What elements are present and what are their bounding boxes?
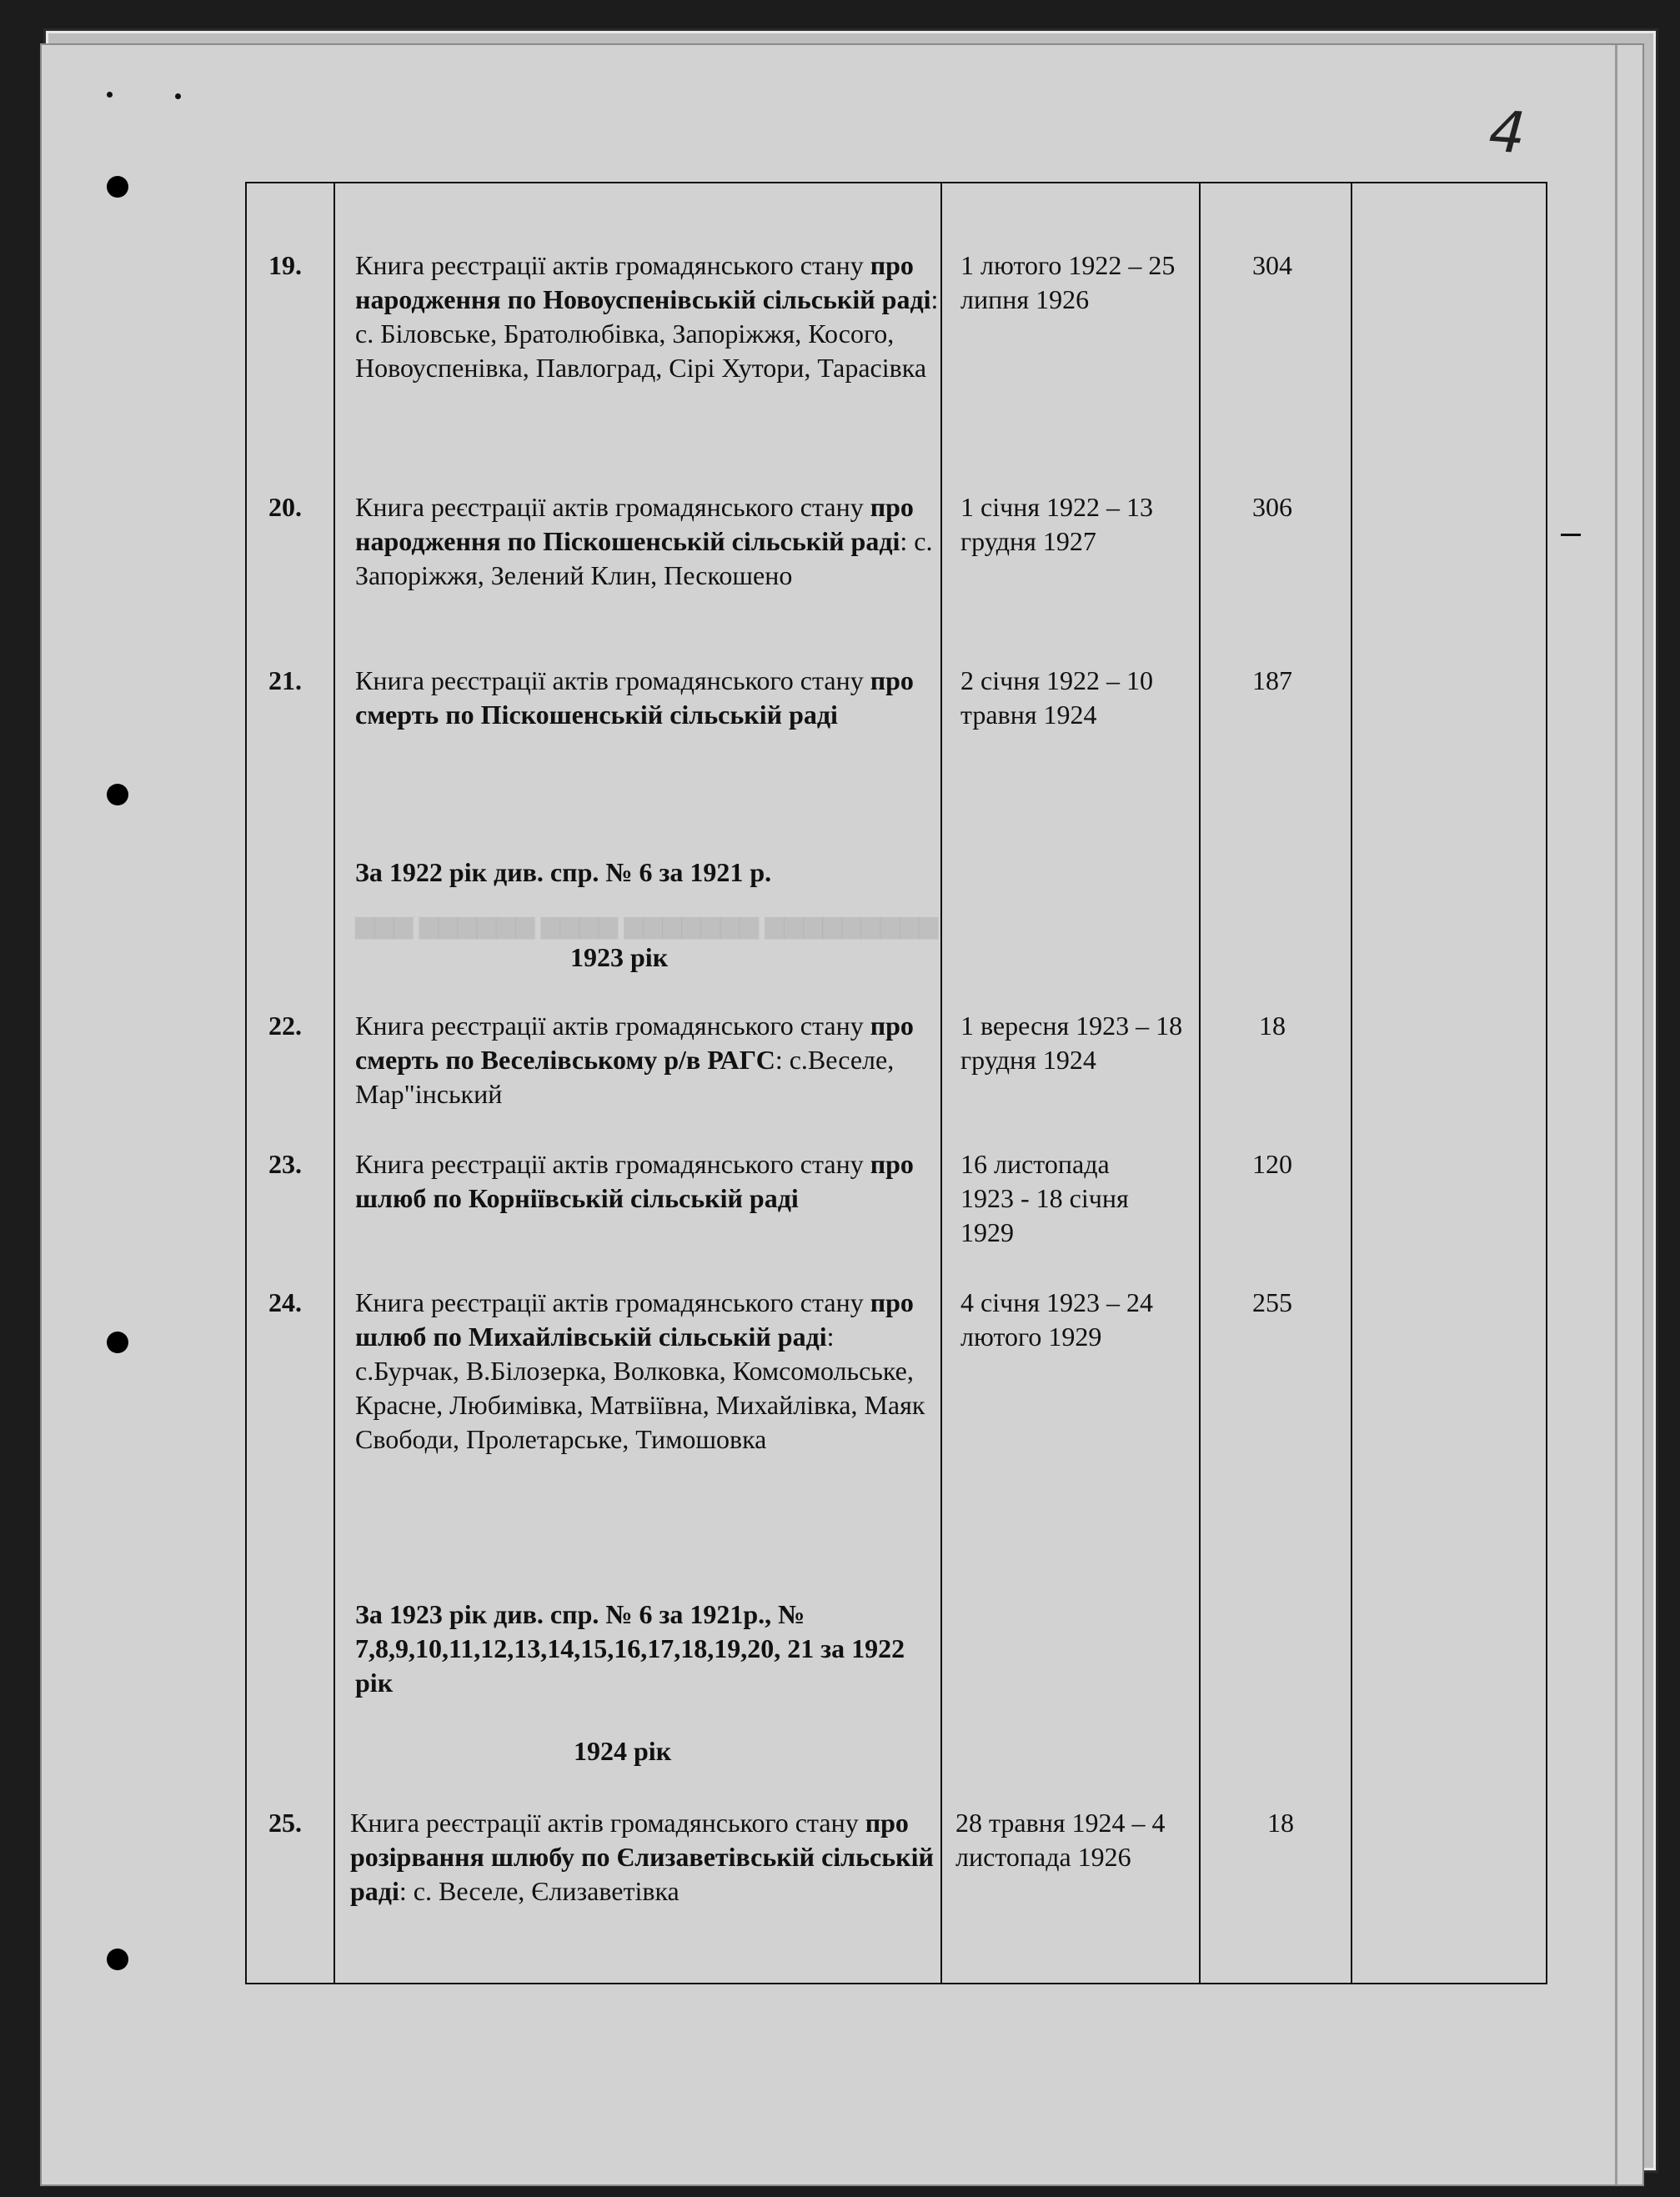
cross-reference-note: За 1923 рік див. спр. № 6 за 1921р., № 7,8,9,10,11,12,13,14,15,16,17,18,19,20, 21 за 1922 рік <box>355 1599 905 1698</box>
row-description: Книга реєстрації актів громадянського стану про народження по Піскошенській сільській раді: с. Запоріжжя, Зелений Клин, Пескошено <box>355 492 933 590</box>
punch-hole <box>107 784 128 805</box>
page-number: 4 <box>1487 98 1527 168</box>
row-number: 24. <box>268 1287 302 1317</box>
page-edge <box>1615 45 1642 2184</box>
row-dates: 2 січня 1922 – 10 травня 1924 <box>960 665 1154 730</box>
row-number: 21. <box>268 665 302 695</box>
records-table <box>245 182 1547 1984</box>
row-count: 306 <box>1252 492 1292 522</box>
row-description: Книга реєстрації актів громадянського стану про шлюб по Михайлівській сільській раді: с.Бурчак, В.Білозерка, Волковка, Комсомольське, Красне, Любимівка, Матвіївна, Михайлівка, Маяк Свободи, Пролетарське, Тимошовка <box>355 1287 925 1454</box>
scan-mark <box>175 93 181 99</box>
row-count: 18 <box>1267 1808 1294 1838</box>
punch-hole <box>107 1949 128 1970</box>
row-dates: 1 вересня 1923 – 18 грудня 1924 <box>960 1011 1183 1075</box>
row-number: 23. <box>268 1149 302 1179</box>
row-dates: 28 травня 1924 – 4 листопада 1926 <box>955 1808 1166 1872</box>
punch-hole <box>107 176 128 198</box>
row-count: 187 <box>1252 665 1292 695</box>
year-header: 1923 рік <box>570 942 669 972</box>
column-divider <box>1351 183 1352 1983</box>
year-header: 1924 рік <box>574 1736 672 1766</box>
column-divider <box>333 183 335 1983</box>
punch-hole <box>107 1332 128 1353</box>
row-dates: 1 лютого 1922 – 25 липня 1926 <box>960 250 1176 314</box>
row-description: Книга реєстрації актів громадянського стану про шлюб по Корніївській сільській раді <box>355 1149 914 1213</box>
row-description: Книга реєстрації актів громадянського стану про смерть по Веселівському р/в РАГС: с.Веселе, Мар"інський <box>355 1011 914 1109</box>
scan-mark <box>107 92 113 98</box>
row-count: 255 <box>1252 1287 1292 1317</box>
row-description: Книга реєстрації актів громадянського стану про розірвання шлюбу по Єлизаветівській сільській раді: с. Веселе, Єлизаветівка <box>350 1808 934 1906</box>
bleed-through: ▆▆▆ ▆▆▆▆▆▆ ▆▆▆▆ ▆▆▆▆▆▆▆ ▆▆▆▆▆▆▆▆▆ <box>355 911 939 939</box>
margin-dash <box>1561 534 1581 536</box>
row-number: 20. <box>268 492 302 522</box>
row-dates: 4 січня 1923 – 24 лютого 1929 <box>960 1287 1154 1352</box>
column-divider <box>1199 183 1201 1983</box>
row-number: 22. <box>268 1011 302 1041</box>
row-dates: 1 січня 1922 – 13 грудня 1927 <box>960 492 1154 556</box>
cross-reference-note: За 1922 рік див. спр. № 6 за 1921 р. <box>355 857 772 887</box>
row-description: Книга реєстрації актів громадянського стану про смерть по Піскошенській сільській раді <box>355 665 914 730</box>
row-number: 19. <box>268 250 302 280</box>
row-count: 120 <box>1252 1149 1292 1179</box>
row-count: 18 <box>1259 1011 1286 1041</box>
column-divider <box>940 183 942 1983</box>
row-dates: 16 листопада 1923 - 18 січня 1929 <box>960 1149 1129 1247</box>
row-description: Книга реєстрації актів громадянського стану про народження по Новоуспенівській сільській раді: с. Біловське, Братолюбівка, Запоріжжя, Косого, Новоуспенівка, Павлоград, Сірі Хутори, Тарасівка <box>355 250 939 383</box>
row-count: 304 <box>1252 250 1292 280</box>
row-number: 25. <box>268 1808 302 1838</box>
